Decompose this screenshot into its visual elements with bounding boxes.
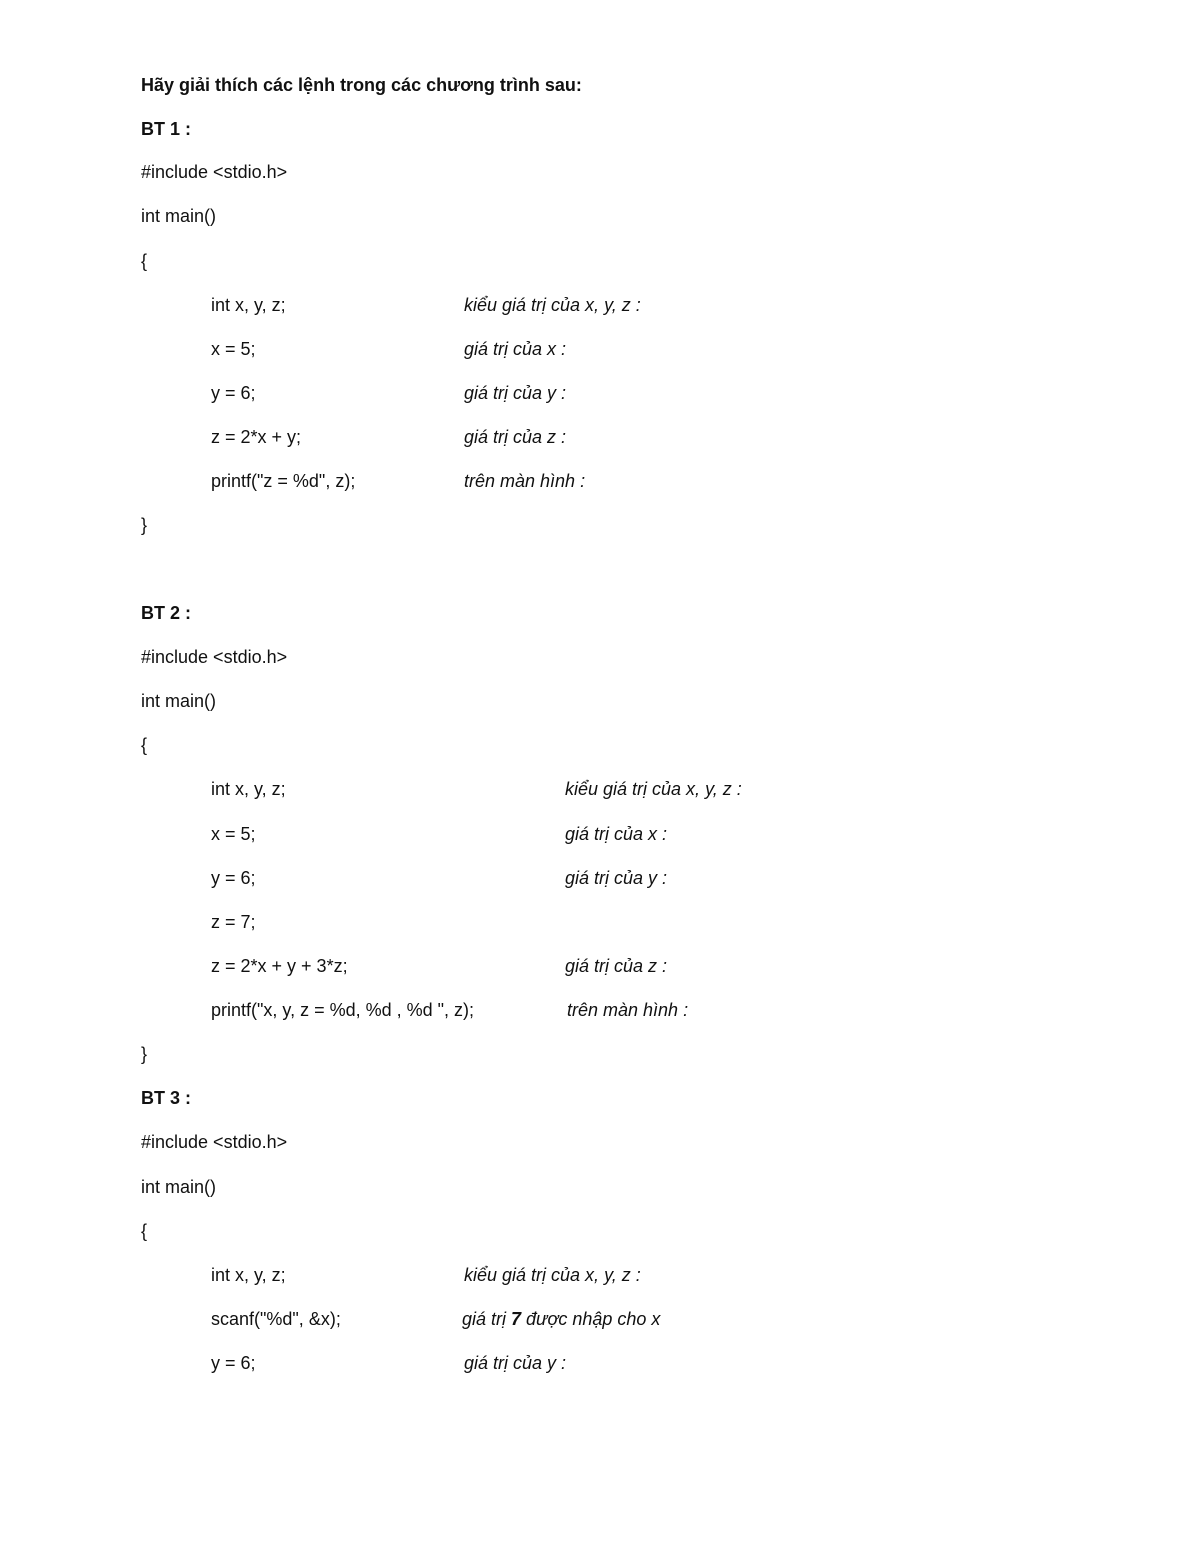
bt2-include-line: #include <stdio.h> [141,647,288,667]
bt1-note: trên màn hình : [464,471,586,491]
bt3-include-line: #include <stdio.h> [141,1132,288,1152]
bt3-note [462,1308,660,1330]
bt3-heading: BT 3 : [141,1088,192,1108]
bt1-note: giá trị của z : [464,427,567,447]
bt3-code-line: y = 6; [211,1353,256,1373]
bt2-heading: BT 2 : [141,603,192,623]
bt1-heading: BT 1 : [141,119,192,139]
bt3-note: giá trị của y : [464,1353,567,1373]
bt2-main-line: int main() [141,691,217,711]
bt1-close-brace: } [141,515,148,535]
bt2-code-line: z = 2*x + y + 3*z; [211,956,348,976]
bt2-code-line: x = 5; [211,824,256,844]
bt3-note: kiểu giá trị của x, y, z : [464,1265,641,1285]
page-title: Hãy giải thích các lệnh trong các chương trình sau: [141,75,582,95]
bt2-open-brace: { [141,735,148,755]
bt1-note: kiểu giá trị của x, y, z : [464,295,641,315]
bt1-code-line: x = 5; [211,339,256,359]
bt1-main-line: int main() [141,206,217,226]
bt1-code-line: z = 2*x + y; [211,427,302,447]
bt2-note: giá trị của y : [565,868,668,888]
bt3-note-value: 7 [511,1309,522,1329]
bt3-note-prefix: giá trị [462,1309,512,1329]
bt1-note: giá trị của y : [464,383,567,403]
bt2-code-line: int x, y, z; [211,779,286,799]
bt2-close-brace: } [141,1044,148,1064]
bt2-note: giá trị của z : [565,956,668,976]
bt1-code-line: int x, y, z; [211,295,286,315]
bt2-code-line: z = 7; [211,912,256,932]
bt2-note: trên màn hình : [567,1000,689,1020]
bt1-note: giá trị của x : [464,339,567,359]
bt2-code-line: y = 6; [211,868,256,888]
bt2-note: kiểu giá trị của x, y, z : [565,779,742,799]
bt1-open-brace: { [141,251,148,271]
bt3-open-brace: { [141,1221,148,1241]
bt1-code-line: y = 6; [211,383,256,403]
bt3-note-suffix: được nhập cho x [521,1309,661,1329]
bt3-main-line: int main() [141,1177,217,1197]
bt1-code-line: printf("z = %d", z); [211,471,356,491]
bt2-code-line: printf("x, y, z = %d, %d , %d ", z); [211,1000,475,1020]
bt3-code-line: int x, y, z; [211,1265,286,1285]
bt1-include-line: #include <stdio.h> [141,162,288,182]
bt3-code-line: scanf("%d", &x); [211,1309,341,1329]
bt2-note: giá trị của x : [565,824,668,844]
